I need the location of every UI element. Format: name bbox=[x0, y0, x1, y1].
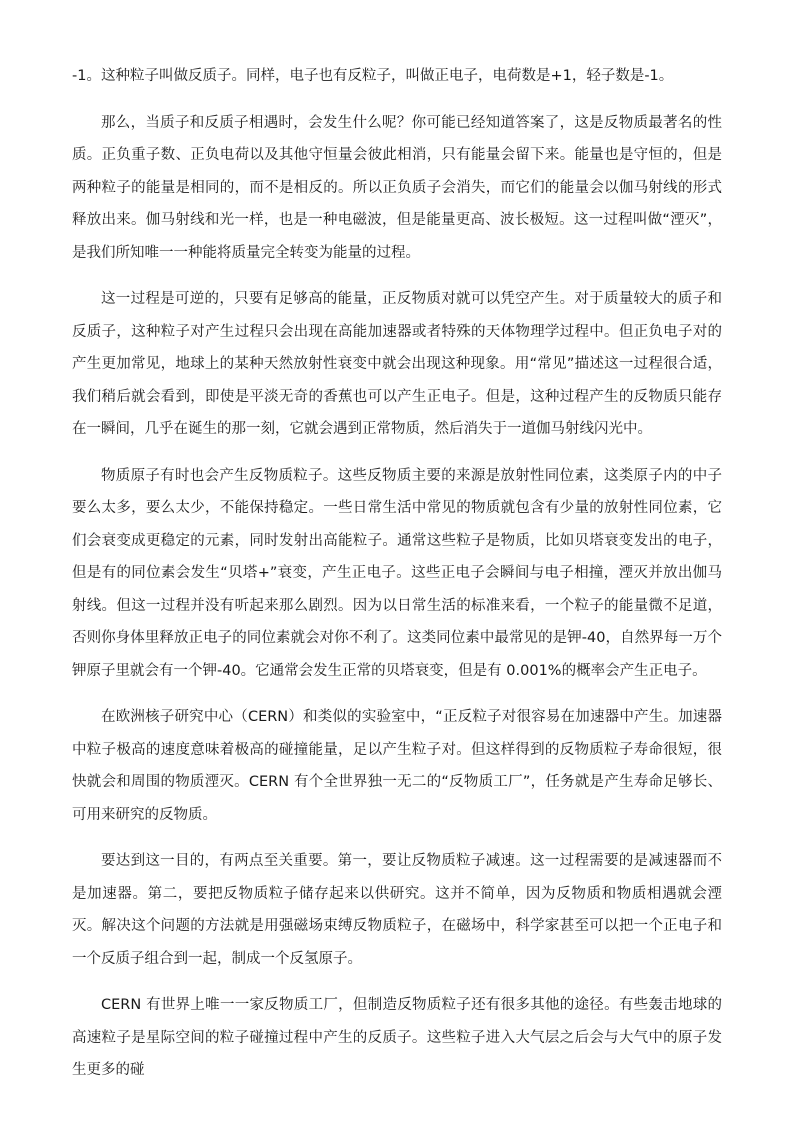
paragraph-6: 要达到这一目的，有两点至关重要。第一，要让反物质粒子减速。这一过程需要的是减速器而不是加速器。第二，要把反物质粒子储存起来以供研究。这并不简单，因为反物质和物质相遇就会湮灭。解决这个问题的方法就是用强磁场束缚反物质粒子，在磁场中，科学家甚至可以把一个正电子和一个反质子组合到一起，制成一个反氢原子。 bbox=[72, 853, 722, 967]
paragraph-5: 在欧洲核子研究中心（CERN）和类似的实验室中，“正反粒子对很容易在加速器中产生。加速器中粒子极高的速度意味着极高的碰撞能量，足以产生粒子对。但这样得到的反物质粒子寿命很短，很快就会和周围的物质湮灭。CERN 有个全世界独一无二的“反物质工厂”，任务就是产生寿命足够长、可用来研究的反物质。 bbox=[72, 709, 722, 823]
paragraph-2: 那么，当质子和反质子相遇时，会发生什么呢？你可能已经知道答案了，这是反物质最著名的性质。正负重子数、正负电荷以及其他守恒量会彼此相消，只有能量会留下来。能量也是守恒的，但是两种粒子的能量是相同的，而不是相反的。所以正负质子会消失，而它们的能量会以伽马射线的形式释放出来。伽马射线和光一样，也是一种电磁波，但是能量更高、波长极短。这一过程叫做“湮灭”，是我们所知唯一一种能将质量完全转变为能量的过程。 bbox=[72, 114, 722, 261]
paragraph-4: 物质原子有时也会产生反物质粒子。这些反物质主要的来源是放射性同位素，这类原子内的中子要么太多，要么太少，不能保持稳定。一些日常生活中常见的物质就包含有少量的放射性同位素，它们会衰变成更稳定的元素，同时发射出高能粒子。通常这些粒子是物质，比如贝塔衰变发出的电子，但是有的同位素会发生“贝塔+”衰变，产生正电子。这些正电子会瞬间与电子相撞，湮灭并放出伽马射线。但这一过程并没有听起来那么剧烈。因为以日常生活的标准来看，一个粒子的能量微不足道，否则你身体里释放正电子的同位素就会对你不利了。这类同位素中最常见的是钾-40，自然界每一万个钾原子里就会有一个钾-40。它通常会发生正常的贝塔衰变，但是有 0.001%的概率会产生正电子。 bbox=[72, 467, 722, 679]
paragraph-3: 这一过程是可逆的，只要有足够高的能量，正反物质对就可以凭空产生。对于质量较大的质子和反质子，这种粒子对产生过程只会出现在高能加速器或者特殊的天体物理学过程中。但正负电子对的产生更加常见，地球上的某种天然放射性衰变中就会出现这种现象。用“常见”描述这一过程很合适，我们稍后就会看到，即使是平淡无奇的香蕉也可以产生正电子。但是，这种过程产生的反物质只能存在一瞬间，几乎在诞生的那一刻，它就会遇到正常物质，然后消失于一道伽马射线闪光中。 bbox=[72, 291, 722, 437]
paragraph-7: CERN 有世界上唯一一家反物质工厂，但制造反物质粒子还有很多其他的途径。有些轰击地球的高速粒子是星际空间的粒子碰撞过程中产生的反质子。这些粒子进入大气层之后会与大气中的原子发生更多的碰 bbox=[72, 997, 722, 1078]
paragraph-1: -1。这种粒子叫做反质子。同样，电子也有反粒子，叫做正电子，电荷数是+1，轻子数是-1。 bbox=[72, 68, 674, 84]
body-text bbox=[72, 60, 722, 1101]
